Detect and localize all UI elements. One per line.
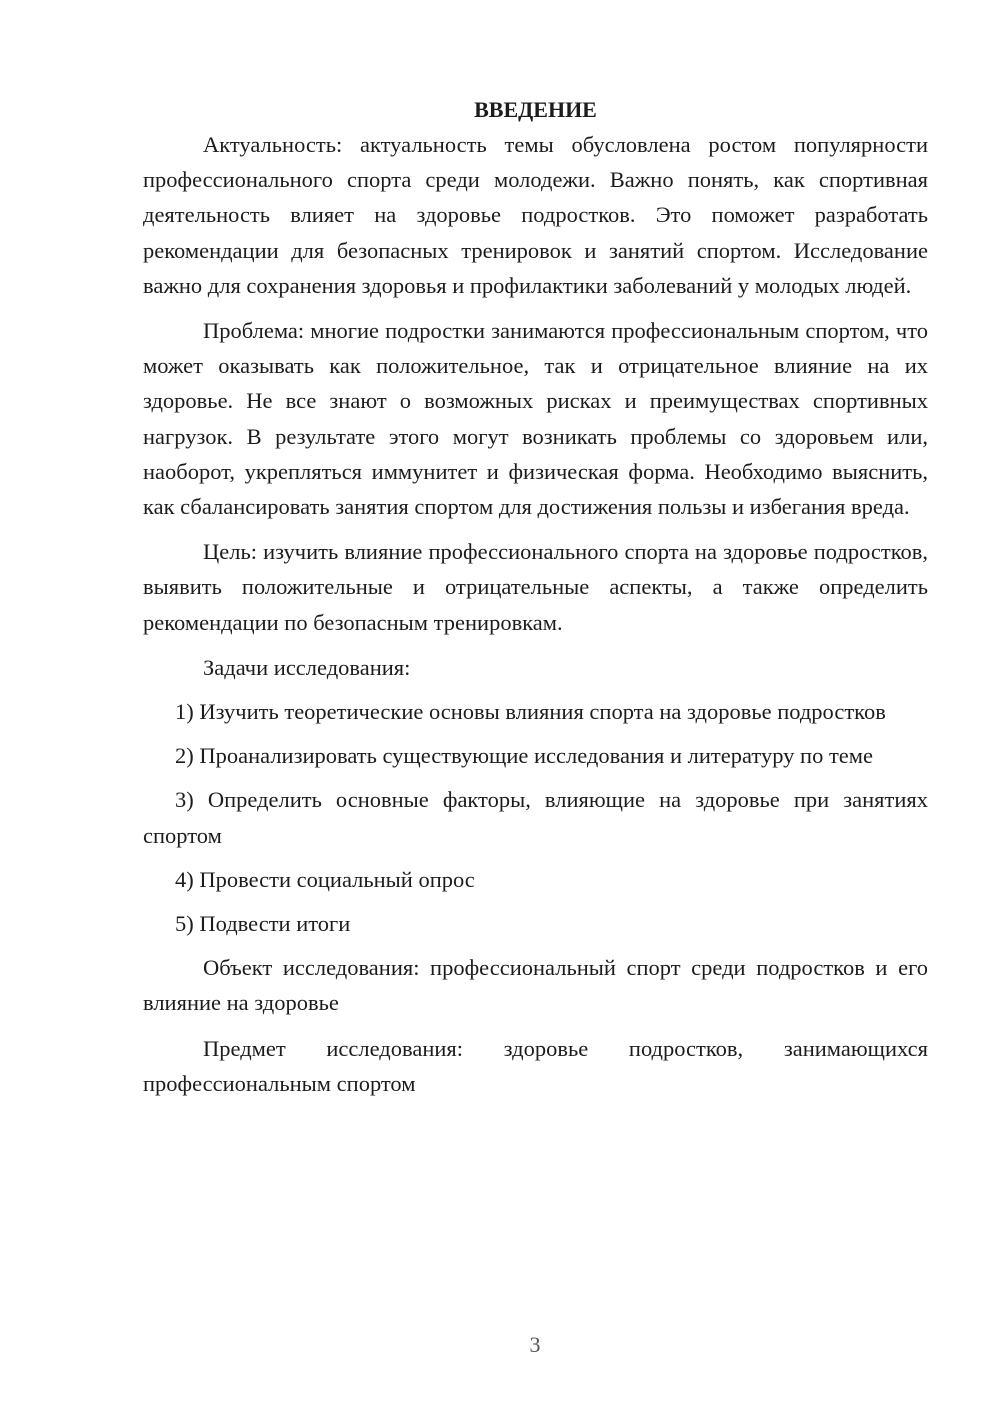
document-page <box>143 92 928 1101</box>
task-item-3: 3) Определить основные факторы, влияющие на здоровье при занятиях спортом <box>143 787 928 848</box>
task-item-5: 5) Подвести итоги <box>175 911 351 937</box>
task-item-4: 4) Провести социальный опрос <box>175 866 475 892</box>
paragraph-problem: Проблема: многие подростки занимаются профессиональным спортом, что может оказывать как положительное, так и отрицательное влияние на их здоровье. Не все знают о возможных рисках и преимуществах спортивных нагрузок. В результате этого могут возникать проблемы со здоровьем или, наоборот, укрепляться иммунитет и физическая форма. Необходимо выяснить, как сбалансировать занятия спортом для достижения пользы и избегания вреда. <box>143 318 928 520</box>
page-number: 3 <box>529 1332 541 1357</box>
task-item-1: 1) Изучить теоретические основы влияния спорта на здоровье подростков <box>175 699 886 725</box>
section-title: ВВЕДЕНИЕ <box>474 97 597 122</box>
tasks-heading: Задачи исследования: <box>203 654 411 680</box>
paragraph-object: Объект исследования: профессиональный спорт среди подростков и его влияние на здоровье <box>143 955 928 1016</box>
paragraph-relevance: Актуальность: актуальность темы обусловлена ростом популярности профессионального спорта среди молодежи. Важно понять, как спортивная деятельность влияет на здоровье подростков. Это поможет разработать рекомендации для безопасных тренировок и занятий спортом. Исследование важно для сохранения здоровья и профилактики заболеваний у молодых людей. <box>143 132 928 298</box>
paragraph-subject: Предмет исследования: здоровье подростков, занимающихся профессиональным спортом <box>143 1035 928 1096</box>
paragraph-goal: Цель: изучить влияние профессионального спорта на здоровье подростков, выявить положительные и отрицательные аспекты, а также определить рекомендации по безопасным тренировкам. <box>143 539 928 635</box>
task-item-2: 2) Проанализировать существующие исследования и литературу по теме <box>175 743 873 769</box>
